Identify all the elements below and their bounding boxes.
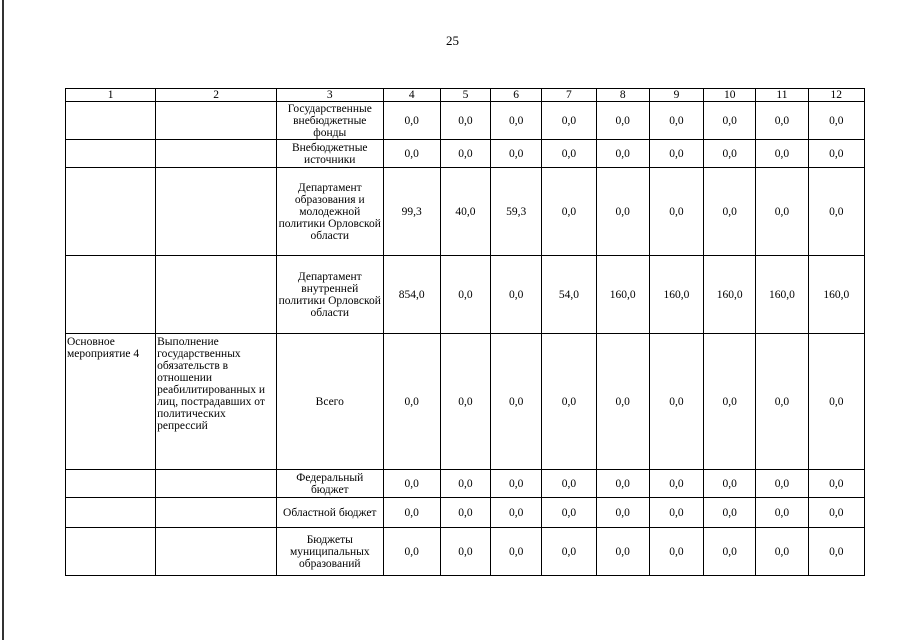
value-cell: 0,0 (491, 102, 542, 140)
value-cell: 0,0 (808, 140, 864, 168)
value-cell: 160,0 (808, 256, 864, 334)
description-cell (156, 470, 277, 498)
funding-source-cell: Всего (277, 334, 384, 470)
event-cell (66, 256, 156, 334)
value-cell: 0,0 (596, 102, 649, 140)
header-cell: 3 (277, 89, 384, 102)
value-cell: 0,0 (383, 528, 440, 576)
table-row (66, 528, 865, 576)
description-cell (156, 498, 277, 528)
value-cell: 0,0 (383, 470, 440, 498)
header-cell: 8 (596, 89, 649, 102)
value-cell: 0,0 (649, 470, 703, 498)
value-cell: 0,0 (808, 334, 864, 470)
page-number: 25 (446, 33, 459, 48)
event-cell: Основное мероприятие 4 (66, 334, 156, 470)
funding-source-cell: Федеральный бюджет (277, 470, 384, 498)
value-cell: 0,0 (649, 334, 703, 470)
value-cell: 160,0 (756, 256, 808, 334)
event-cell (66, 168, 156, 256)
value-cell: 54,0 (542, 256, 596, 334)
value-cell: 0,0 (596, 470, 649, 498)
value-cell: 0,0 (649, 102, 703, 140)
table-row (66, 140, 865, 168)
value-cell: 0,0 (756, 102, 808, 140)
value-cell: 0,0 (596, 498, 649, 528)
value-cell: 0,0 (704, 334, 756, 470)
value-cell: 59,3 (491, 168, 542, 256)
value-cell: 0,0 (491, 528, 542, 576)
value-cell: 0,0 (756, 334, 808, 470)
funding-source-cell: Департамент образования и молодежной политики Орловской области (277, 168, 384, 256)
header-cell: 9 (649, 89, 703, 102)
description-cell (156, 256, 277, 334)
value-cell: 0,0 (596, 528, 649, 576)
event-cell (66, 470, 156, 498)
description-cell (156, 102, 277, 140)
value-cell: 0,0 (756, 470, 808, 498)
header-row (66, 89, 865, 102)
value-cell: 160,0 (704, 256, 756, 334)
value-cell: 0,0 (808, 470, 864, 498)
event-cell (66, 498, 156, 528)
value-cell: 0,0 (756, 498, 808, 528)
budget-table (65, 88, 865, 576)
header-cell: 5 (440, 89, 490, 102)
table-row (66, 256, 865, 334)
header-cell: 11 (756, 89, 808, 102)
value-cell: 99,3 (383, 168, 440, 256)
value-cell: 0,0 (649, 140, 703, 168)
value-cell: 0,0 (704, 470, 756, 498)
value-cell: 0,0 (383, 140, 440, 168)
header-cell: 10 (704, 89, 756, 102)
description-cell (156, 140, 277, 168)
value-cell: 0,0 (491, 256, 542, 334)
value-cell: 0,0 (542, 140, 596, 168)
table-row (66, 168, 865, 256)
value-cell: 0,0 (704, 498, 756, 528)
header-cell: 7 (542, 89, 596, 102)
value-cell: 0,0 (440, 470, 490, 498)
value-cell: 0,0 (704, 528, 756, 576)
value-cell: 0,0 (383, 102, 440, 140)
value-cell: 0,0 (756, 140, 808, 168)
value-cell: 160,0 (596, 256, 649, 334)
value-cell: 0,0 (542, 470, 596, 498)
value-cell: 0,0 (596, 334, 649, 470)
value-cell: 0,0 (808, 528, 864, 576)
value-cell: 0,0 (756, 528, 808, 576)
table-row (66, 102, 865, 140)
table-row (66, 470, 865, 498)
value-cell: 0,0 (808, 102, 864, 140)
value-cell: 0,0 (542, 102, 596, 140)
value-cell: 0,0 (542, 334, 596, 470)
value-cell: 0,0 (440, 334, 490, 470)
value-cell: 160,0 (649, 256, 703, 334)
value-cell: 0,0 (649, 528, 703, 576)
value-cell: 0,0 (542, 168, 596, 256)
funding-source-cell: Департамент внутренней политики Орловской области (277, 256, 384, 334)
value-cell: 0,0 (383, 498, 440, 528)
value-cell: 0,0 (704, 168, 756, 256)
table-row (66, 498, 865, 528)
value-cell: 0,0 (491, 498, 542, 528)
page-edge-line (2, 0, 4, 640)
description-cell (156, 528, 277, 576)
value-cell: 0,0 (542, 528, 596, 576)
table-row (66, 334, 865, 470)
funding-source-cell: Бюджеты муниципальных образований (277, 528, 384, 576)
event-cell (66, 102, 156, 140)
event-cell (66, 140, 156, 168)
value-cell: 0,0 (542, 498, 596, 528)
header-cell: 2 (156, 89, 277, 102)
value-cell: 0,0 (649, 168, 703, 256)
value-cell: 0,0 (491, 470, 542, 498)
header-cell: 12 (808, 89, 864, 102)
header-cell: 6 (491, 89, 542, 102)
value-cell: 854,0 (383, 256, 440, 334)
value-cell: 40,0 (440, 168, 490, 256)
value-cell: 0,0 (440, 256, 490, 334)
value-cell: 0,0 (440, 140, 490, 168)
description-cell (156, 168, 277, 256)
value-cell: 0,0 (704, 140, 756, 168)
description-cell: Выполнение государственных обязательств в отношении реабилитированных и лиц, пострадавших от политических репрессий (156, 334, 277, 470)
value-cell: 0,0 (491, 334, 542, 470)
value-cell: 0,0 (756, 168, 808, 256)
value-cell: 0,0 (440, 102, 490, 140)
value-cell: 0,0 (808, 168, 864, 256)
value-cell: 0,0 (440, 528, 490, 576)
value-cell: 0,0 (596, 140, 649, 168)
value-cell: 0,0 (383, 334, 440, 470)
event-cell (66, 528, 156, 576)
value-cell: 0,0 (704, 102, 756, 140)
value-cell: 0,0 (491, 140, 542, 168)
value-cell: 0,0 (649, 498, 703, 528)
header-cell: 4 (383, 89, 440, 102)
funding-source-cell: Государственные внебюджетные фонды (277, 102, 384, 140)
value-cell: 0,0 (596, 168, 649, 256)
value-cell: 0,0 (440, 498, 490, 528)
funding-source-cell: Внебюджетные источники (277, 140, 384, 168)
funding-source-cell: Областной бюджет (277, 498, 384, 528)
header-cell: 1 (66, 89, 156, 102)
value-cell: 0,0 (808, 498, 864, 528)
